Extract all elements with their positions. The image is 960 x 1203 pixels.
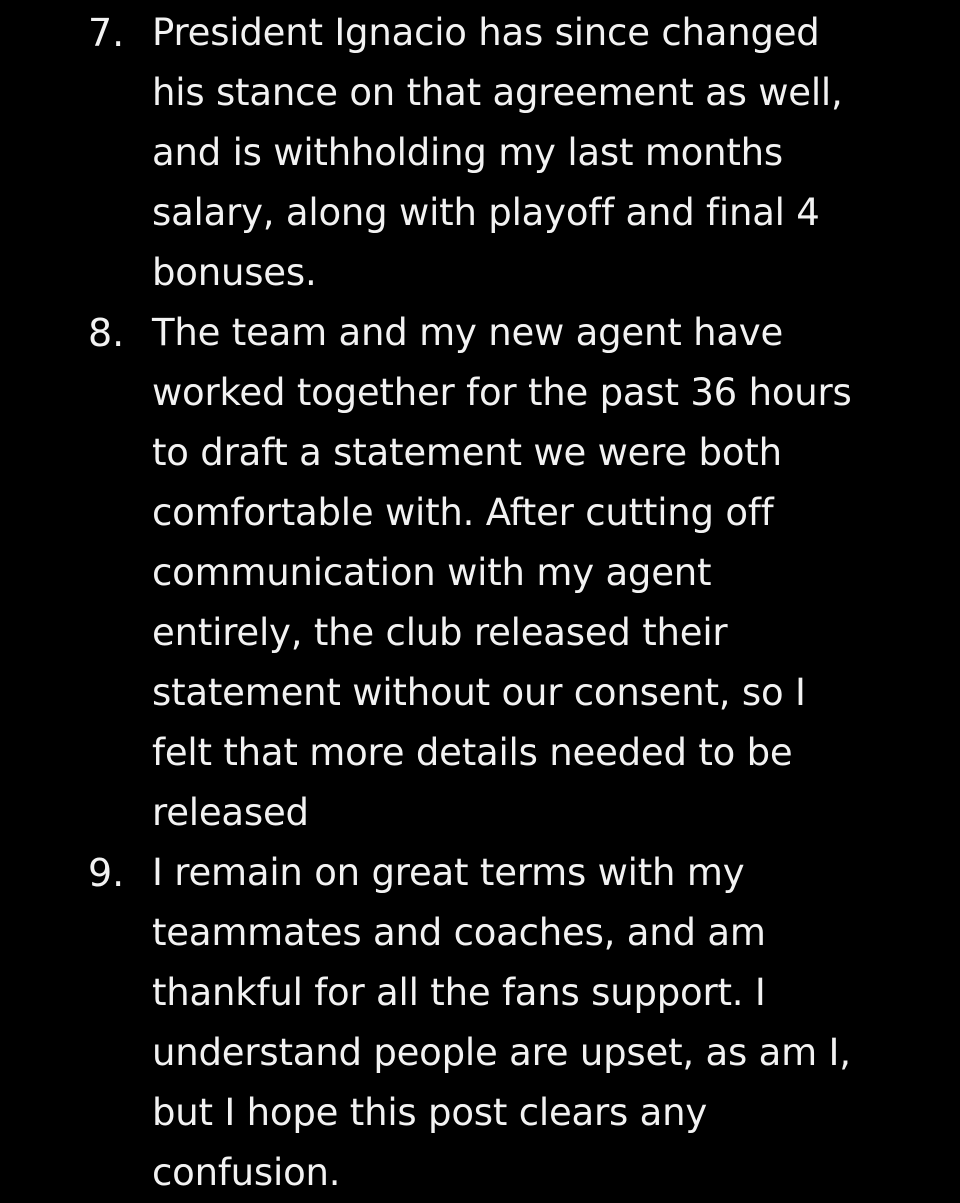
text-line: comfortable with. After cutting off xyxy=(152,491,774,534)
item-number: 9. xyxy=(88,851,125,895)
text-line: The team and my new agent have xyxy=(152,311,784,354)
text-line: but I hope this post clears any xyxy=(152,1091,708,1134)
text-line: felt that more details needed to be xyxy=(152,731,793,774)
text-line: and is withholding my last months xyxy=(152,131,783,174)
text-line: salary, along with playoff and final 4 xyxy=(152,191,820,234)
text-line: statement without our consent, so I xyxy=(152,671,806,714)
text-line: communication with my agent xyxy=(152,551,712,594)
text-line: bonuses. xyxy=(152,251,317,294)
text-line: confusion. xyxy=(152,1151,341,1194)
text-line: to draft a statement we were both xyxy=(152,431,782,474)
list-item-8 xyxy=(0,303,960,843)
text-line: released xyxy=(152,791,309,834)
text-line: I remain on great terms with my xyxy=(152,851,745,894)
text-line: President Ignacio has since changed xyxy=(152,11,820,54)
text-line: understand people are upset, as am I, xyxy=(152,1031,851,1074)
list-item-7 xyxy=(0,3,960,303)
list-item-9 xyxy=(0,843,960,1203)
text-line: entirely, the club released their xyxy=(152,611,728,654)
text-line: worked together for the past 36 hours xyxy=(152,371,852,414)
item-number: 8. xyxy=(88,311,125,355)
text-line: teammates and coaches, and am xyxy=(152,911,766,954)
text-line: thankful for all the fans support. I xyxy=(152,971,766,1014)
item-text xyxy=(152,303,952,843)
item-number: 7. xyxy=(88,11,125,55)
item-text xyxy=(152,843,952,1203)
text-line: his stance on that agreement as well, xyxy=(152,71,843,114)
item-text xyxy=(152,3,952,303)
numbered-list xyxy=(0,3,960,1203)
